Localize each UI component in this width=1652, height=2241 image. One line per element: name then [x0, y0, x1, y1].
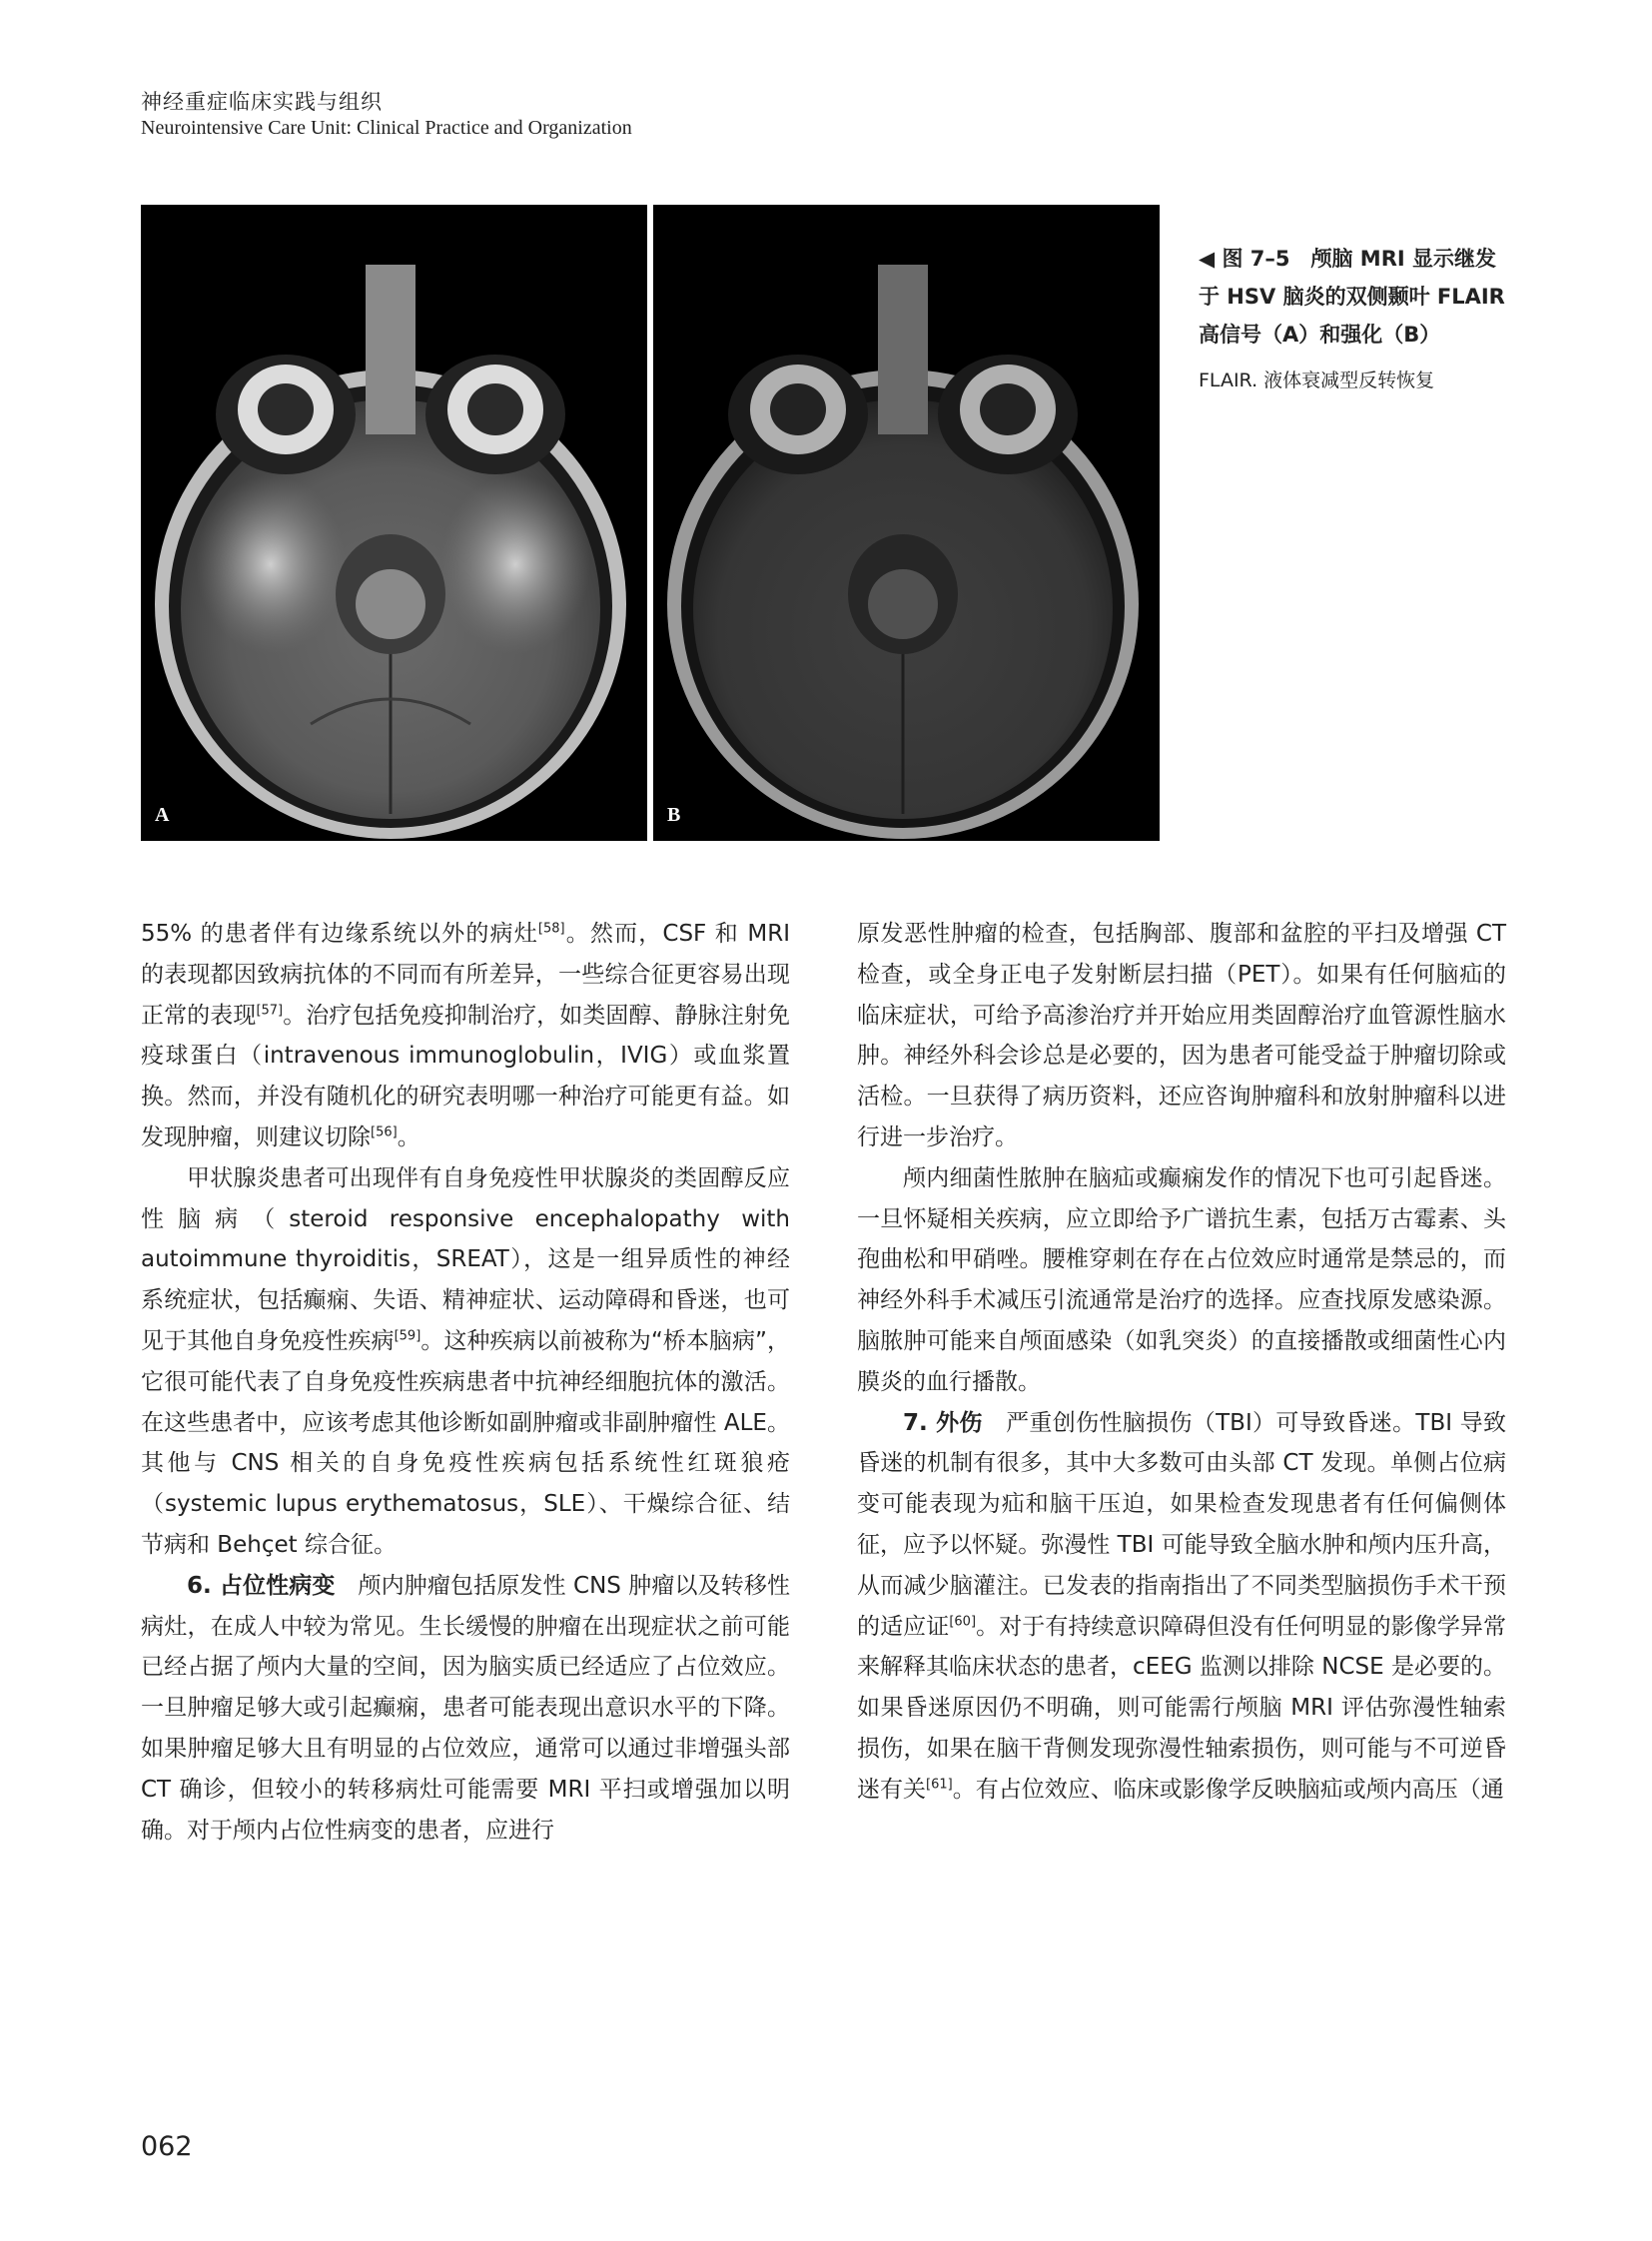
citation: [56] [371, 1124, 398, 1140]
text: 。然而，CSF 和 MRI 的表现都因致病抗体的不同而有所差异，一些综合征更容易出现正常的表现 [141, 921, 791, 1029]
citation: [59] [394, 1328, 421, 1344]
mri-contrast-image [653, 205, 1160, 841]
mri-flair-image [141, 205, 647, 841]
text: 。对于有持续意识障碍但没有任何明显的影像学异常来解释其临床状态的患者，cEEG 监测以排除 NCSE 是必要的。如果昏迷原因仍不明确，则可能需行颅脑 MRI 评估弥漫性轴索损伤，如果在脑干背侧发现弥漫性轴索损伤，则可能与不可逆昏迷有关 [857, 1613, 1507, 1803]
mri-image-panel-b [653, 205, 1160, 841]
citation: [57] [256, 1002, 284, 1018]
figure-caption-title: ◀ 图 7–5 颅脑 MRI 显示继发于 HSV 脑炎的双侧颞叶 FLAIR 高信号（A）和强化（B） [1199, 247, 1505, 347]
paragraph [141, 1566, 790, 1852]
citation: [58] [537, 921, 565, 937]
panel-label-a: A [155, 804, 170, 826]
panel-label-b: B [667, 804, 681, 826]
citation: [61] [926, 1777, 953, 1793]
text: 颅内肿瘤包括原发性 CNS 肿瘤以及转移性病灶，在成人中较为常见。生长缓慢的肿瘤在出现症状之前可能已经占据了颅内大量的空间，因为脑实质已经适应了占位效应。一旦肿瘤足够大或引起癫痫，患者可能表现出意识水平的下降。如果肿瘤足够大且有明显的占位效应，通常可以通过非增强头部 CT 确诊，但较小的转移病灶可能需要 MRI 平扫或增强加以明确。对于颅内占位性病变的患者，应进行 [141, 1572, 790, 1844]
mri-image-panel-a [141, 205, 647, 841]
text: 严重创伤性脑损伤（TBI）可导致昏迷。TBI 导致昏迷的机制有很多，其中大多数可由头部 CT 发现。单侧占位病变可能表现为疝和脑干压迫，如果检查发现患者有任何偏侧体征，应予以怀疑。弥漫性 TBI 可能导致全脑水肿和颅内压升高，从而减少脑灌注。已发表的指南指出了不同类型脑损伤手术干预的适应证 [857, 1409, 1506, 1640]
running-header-title: 神经重症临床实践与组织 [141, 90, 383, 114]
paragraph [857, 1403, 1506, 1811]
paragraph [141, 914, 790, 1158]
page-number: 062 [141, 2131, 193, 2162]
citation: [60] [949, 1613, 977, 1629]
text: 。这种疾病以前被称为“桥本脑病”，它很可能代表了自身免疫性疾病患者中抗神经细胞抗体的激活。在这些患者中，应该考虑其他诊断如副肿瘤或非副肿瘤性 ALE。其他与 CNS 相关的自身免疫性疾病包括系统性红斑狼疮（systemic lupus erythematosus，SLE）、干燥综合征、结节病和 Behçet 综合征。 [141, 1327, 790, 1558]
running-header-subtitle: Neurointensive Care Unit: Clinical Practice and Organization [141, 117, 632, 139]
section-heading: 7. 外伤 [903, 1409, 983, 1436]
text: 甲状腺炎患者可出现伴有自身免疫性甲状腺炎的类固醇反应性脑病（steroid responsive encephalopathy with autoimmune thyroiditis，SREAT），这是一组异质性的神经系统症状，包括癫痫、失语、精神症状、运动障碍和昏迷，也可见于其他自身免疫性疾病 [141, 1164, 790, 1354]
text: 。有占位效应、临床或影像学反映脑疝或颅内高压（通 [952, 1776, 1504, 1803]
section-heading: 6. 占位性病变 [187, 1572, 336, 1599]
paragraph: 原发恶性肿瘤的检查，包括胸部、腹部和盆腔的平扫及增强 CT 检查，或全身正电子发射断层扫描（PET）。如果有任何脑疝的临床症状，可给予高渗治疗并开始应用类固醇治疗血管源性脑水肿。神经外科会诊总是必要的，因为患者可能受益于肿瘤切除或活检。一旦获得了病历资料，还应咨询肿瘤科和放射肿瘤科以进行进一步治疗。 [857, 921, 1506, 1150]
text: 。治疗包括免疫抑制治疗，如类固醇、静脉注射免疫球蛋白（intravenous immunoglobulin，IVIG）或血浆置换。然而，并没有随机化的研究表明哪一种治疗可能更有益。如发现肿瘤，则建议切除 [141, 1002, 791, 1150]
paragraph [141, 1158, 790, 1566]
text: 。 [397, 1123, 420, 1150]
paragraph: 颅内细菌性脓肿在脑疝或癫痫发作的情况下也可引起昏迷。一旦怀疑相关疾病，应立即给予广谱抗生素，包括万古霉素、头孢曲松和甲硝唑。腰椎穿刺在存在占位效应时通常是禁忌的，而神经外科手术减压引流通常是治疗的选择。应查找原发感染源。脑脓肿可能来自颅面感染（如乳突炎）的直接播散或细菌性心内膜炎的血行播散。 [857, 1164, 1506, 1395]
body-column-left [141, 914, 790, 1851]
figure-caption [1199, 240, 1513, 395]
text: 55% 的患者伴有边缘系统以外的病灶 [141, 921, 538, 947]
figure-caption-note: FLAIR. 液体衰减型反转恢复 [1199, 370, 1435, 391]
body-column-right [857, 914, 1506, 1811]
